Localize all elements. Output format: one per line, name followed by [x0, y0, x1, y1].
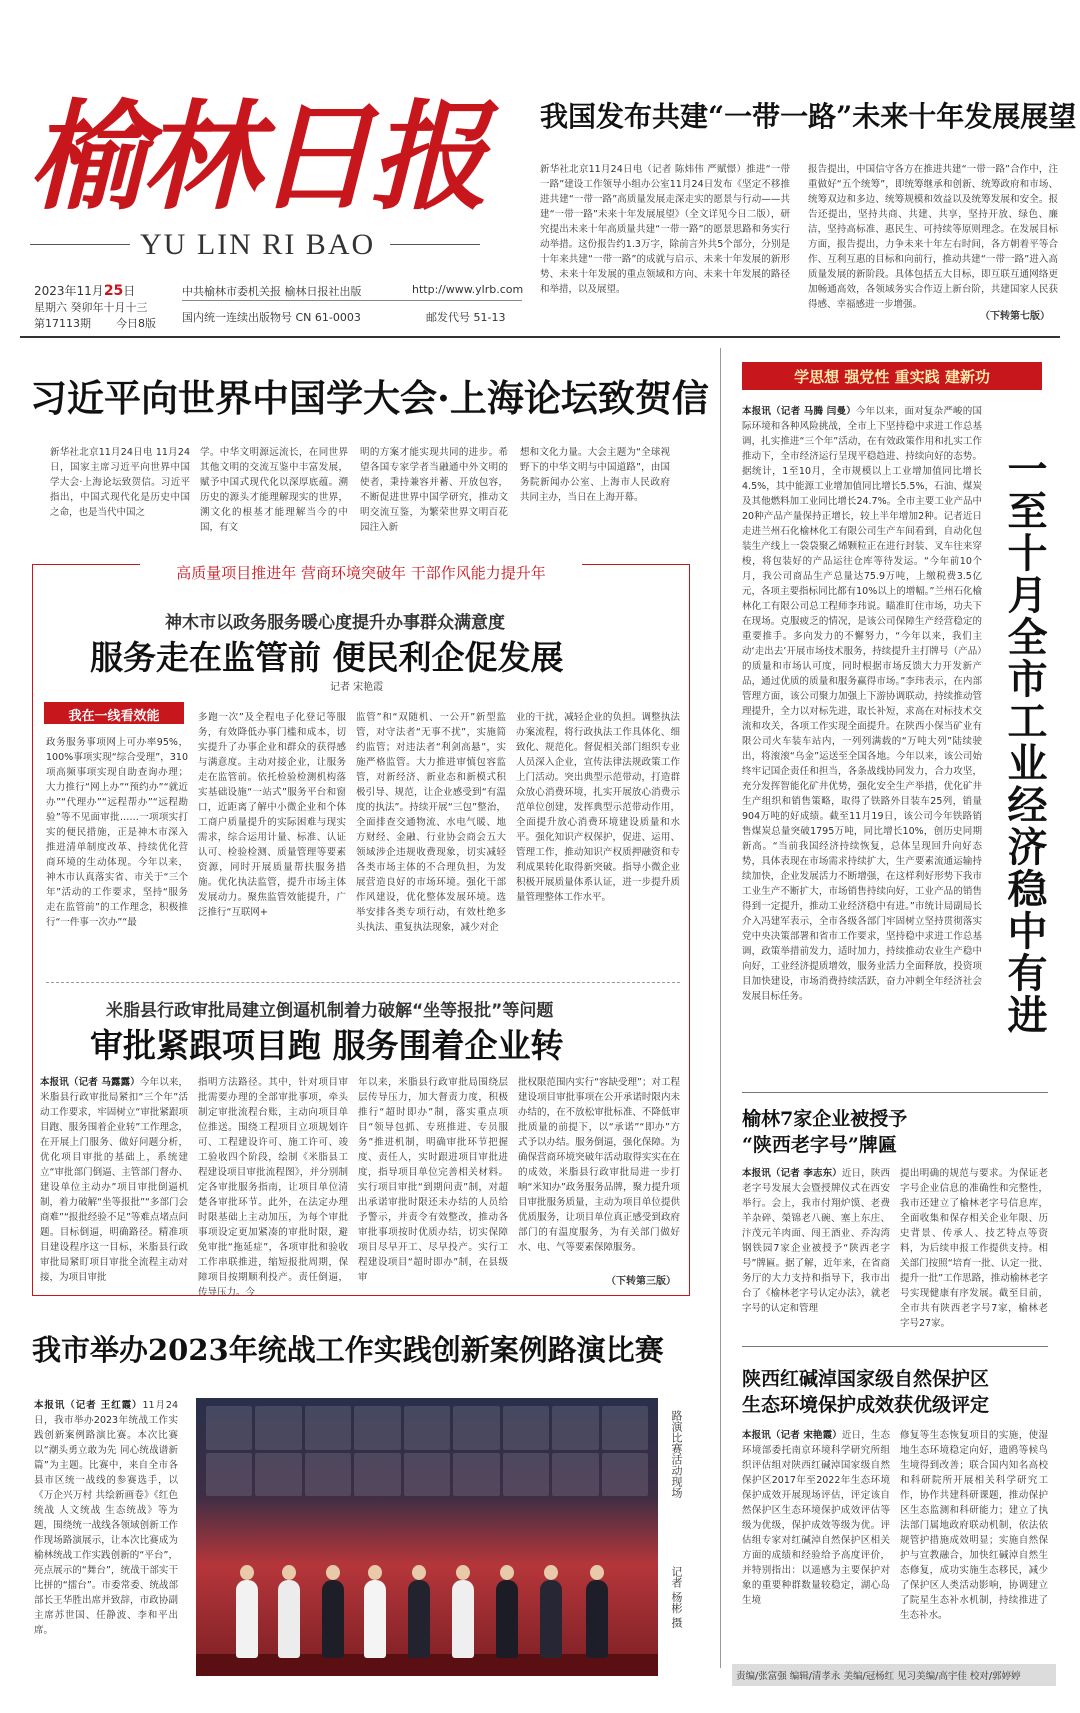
photo-head	[544, 1565, 558, 1580]
story1-byline: 记者 宋艳霞	[330, 682, 384, 693]
date-prefix: 2023年11月	[34, 284, 104, 298]
industry-story-text	[742, 404, 982, 1086]
top-story-continued: （下转第七版）	[980, 311, 1050, 322]
photo-head	[500, 1565, 514, 1580]
column-tag-text: 我在一线看效能	[68, 709, 160, 724]
bottom-story-byline: 本报讯（记者 王红霞）	[34, 1400, 143, 1411]
laozihao-col-2: 提出明确的规范与要求。为保证老字号企业信息的准确性和完整性，我市还建立了榆林老字号信息库，全面收集和保存相关企业年限、历史背景、传承人、技艺特点等资料，为后续申报工作提供支持。相关部门按照“培育一批、认定一批、提升一批”工作思路，推动榆林老字号实现健康有序发展。截至目前，全市共有陕西老字号7家，榆林老字号27家。	[900, 1168, 1048, 1329]
photo-credit: 记者 杨彬 摄	[670, 1566, 683, 1628]
slogan-text: 学思想 强党性 重实践 建新功	[794, 368, 990, 386]
story2-col-4: 批权限范围内实行“容缺受理”；对工程建设项目审批事项在公开承诺时限内未办结的，在不放松审批标准、不降低审批质量的前提下，以“承诺”“即办”方式予以办结。服务倒逼，强化保障。为确保营商环境突破年活动取得实实在在的成效，米脂县行政审批局进一步打响“米知办”政务服务品牌，聚力提升项目审批服务质量，主动为项目单位提供优质服务，让项目单位真正感受到政府部门的有温度服务，为有关部门做好水、电、气等要素保障服务。	[518, 1077, 680, 1253]
feature-divider	[46, 982, 680, 983]
lead-story-col-2: 学。中华文明源远流长，在同世界其他文明的交流互鉴中丰富发展，赋予中国式现代化以深厚底蕴。溯历史的源头才能理解现实的世界，溯文化的根基才能理解当今的中国，有文	[200, 447, 348, 533]
laozihao-headline-1: 榆林7家企业被授予	[742, 1108, 908, 1130]
post-code: 邮发代号 51-13	[426, 311, 506, 324]
photo-person	[322, 1580, 344, 1658]
photo-screen	[206, 1406, 648, 1496]
top-story-col-1: 新华社北京11月24日电（记者 陈炜伟 严赋憬）推进“一带一路”建设工作领导小组办公室11月24日发布《坚定不移推进共建“一带一路”高质量发展走深走实的愿景与行动——共建“一带一路”未来十年发展展望》（全文详见今日二版），研究提出未来十年高质量共建“一带一路”的愿景思路和务实行动举措。这份报告约1.3万字，除前言外共5个部分，分别是十年来共建“一带一路”的成就与启示、未来十年发展的新形势、未来十年发展的重点领域和方向、未来十年发展的路径和举措，以及展望。	[540, 164, 790, 295]
lead-story-col-4: 想和文化力量。大会主题为“全球视野下的中华文明与中国道路”，由国务院新闻办公室、上海市人民政府共同主办，当日在上海开幕。	[520, 447, 670, 503]
story1-headline: 服务走在监管前 便民利企促发展	[90, 638, 564, 677]
masthead-info-rule	[182, 300, 522, 301]
photo-person	[364, 1580, 386, 1658]
story2-col-2: 指明方法路径。其中，针对项目审批需要办理的全部审批事项，牵头制定审批流程台账，主动向项目单位推送。围绕工程项目立项规划许可、工程建设许可、施工许可、竣工验收四个阶段，绘制《米脂县工程建设项目审批流程图》，并分别制定各审批服务指南，让项目单位清楚各审批环节。此外，在法定办理时限基础上主动加压，为每个审批事项设定更加紧凑的审批时限，避免审批“拖延症”，各项审批和验收工作串联推进，缩短报批周期，保障项目按期顺利投产。责任倒逼，传导压力。今	[198, 1077, 348, 1298]
right-column-rule	[720, 348, 721, 1668]
editors-credit: 责编/张富强 编辑/清孝永 美编/冠杨红 见习美编/高宇佳 校对/郭婷婷	[736, 1671, 1021, 1682]
hongjiannao-byline: 本报讯（记者 宋艳霞）	[742, 1430, 842, 1441]
photo-person	[540, 1580, 562, 1658]
issue-number: 第17113期	[34, 317, 91, 330]
lead-story-col-3: 明的方案才能实现共同的进步。希望各国专家学者当融通中外文明的使者，秉持兼容并蓄、开放包容，不断促进世界中国学研究，推动文明交流互鉴，为繁荣世界文明百花园注入新	[360, 447, 508, 533]
photo-person	[278, 1580, 300, 1658]
story2-kicker: 米脂县行政审批局建立倒逼机制着力破解“坐等报批”等问题	[106, 1001, 554, 1021]
laozihao-headline-2: “陕西老字号”牌匾	[742, 1134, 897, 1156]
website: http://www.ylrb.com	[412, 283, 524, 296]
photo-head	[412, 1565, 426, 1580]
story2-col-1	[40, 1075, 188, 1285]
right-divider-2	[742, 1346, 1048, 1347]
laozihao-col-1-text: 近日，陕西老字号发展大会暨授牌仪式在西安举行。会上，我市付翔炉馍、老费羊杂碎、榮锦老八碗、塞上东庄、汴茂元羊肉面、闯王酒业、乔沟湾钢铁园7家企业被授予“陕西老字号”牌匾。据了解，近年来，在省商务厅的大力支持和指导下，我市出台了《榆林老字号认定办法》，就老字号的认定和管理	[742, 1168, 890, 1314]
photo-head	[282, 1565, 296, 1580]
top-story-headline: 我国发布共建“一带一路”未来十年发展展望	[540, 100, 1077, 133]
photo-head	[590, 1565, 604, 1580]
bottom-story-headline: 我市举办2023年统战工作实践创新案例路演比赛	[32, 1333, 664, 1367]
photo-person	[496, 1580, 518, 1658]
issue-date	[34, 282, 135, 299]
date-suffix: 日	[123, 284, 136, 298]
logo: 榆林日报	[28, 87, 485, 226]
hongjiannao-col-1	[742, 1428, 890, 1652]
photo-person	[408, 1580, 430, 1658]
page-count: 今日8版	[116, 317, 156, 330]
photo-person	[236, 1580, 258, 1658]
industry-vertical-headline: 一至十月全市工业经济稳中有进	[1001, 448, 1048, 1036]
industry-story-byline: 本报讯（记者 马腾 闫曼）	[742, 406, 856, 417]
masthead-bottom-rule	[20, 336, 1060, 338]
lead-story-headline: 习近平向世界中国学大会·上海论坛致贺信	[30, 376, 709, 420]
logo-pinyin-left-rule	[30, 244, 130, 245]
photo-caption: 路演比赛活动现场	[670, 1410, 683, 1498]
bottom-story-text	[34, 1398, 178, 1698]
story2-headline: 审批紧跟项目跑 服务围着企业转	[90, 1026, 564, 1065]
story2-byline: 本报讯（记者 马露露）	[40, 1077, 140, 1088]
story1-col-4: 业的干扰，减轻企业的负担。调整执法办案流程，将行政执法工作具体化、细致化、规范化。督促相关部门组织专业人员深入企业，宣传法律法规政策工作上门活动。突出典型示范带动，打造群众放心消费环境，扎实开展放心消费示范单位创建，发挥典型示范带动作用，全面提升放心消费环境建设质量和水平。强化知识产权保护，促进、运用、管理工作，推动知识产权质押融资和专利成果转化取得新突破。指导小微企业积极开展质量体系认证，进一步提升质量管理整体工作水平。	[516, 712, 680, 903]
date-day: 25	[103, 283, 124, 299]
photo-head	[326, 1565, 340, 1580]
hongjiannao-headline-2: 生态环境保护成效获优级评定	[742, 1394, 990, 1416]
photo-head	[368, 1565, 382, 1580]
weekday-lunar: 星期六 癸卯年十月十三	[34, 301, 148, 314]
hongjiannao-headline-1: 陕西红碱淖国家级自然保护区	[742, 1368, 990, 1390]
photo-head	[456, 1565, 470, 1580]
lead-story-col-1: 新华社北京11月24日电 11月24日，国家主席习近平向世界中国学大会·上海论坛致贺信。习近平指出，中国式现代化是历史中国之命，也是当代中国之	[50, 447, 190, 518]
story1-col-2: 多跑一次”及全程电子化登记等服务，有效降低办事门槛和成本，切实提升了办事企业和群众的获得感与满意度。主动对接企业，让服务走在监管前。依托检验检测机构落实基础设施“一站式”服务平台和窗口，近距离了解中小微企业和个体工商户质量提升的实际困难与现实需求，综合运用计量、标准、认证认可、检验检测、质量管理等要素资源，同时开展质量帮扶服务措施。优化执法监管，提升市场主体发展动力。聚焦监管效能提升，广泛推行“互联网+	[198, 712, 346, 918]
industry-story-body: 今年以来，面对复杂严峻的国际环境和各种风险挑战，全市上下坚持稳中求进工作总基调，扎实推进“三个年”活动，在有效政策作用和扎实工作推动下，全市经济运行呈现平稳趋进、持续向好的态势。据统计，1至10月，全市规模以上工业增加值同比增长4.5%，其中能源工业增加值同比增长5.5%，石油、煤炭及其他燃料加工业同比增长24.7%。全市主要工业产品中20种产品产量保持正增长，较上半年增加2种。记者近日走进兰州石化榆林化工有限公司生产车间看到，自动化包装生产线上一袋袋聚乙烯颗粒正在进行封装、叉车往来穿梭，将包装好的产品运往仓库等待发运。“今年前10个月，我公司商品生产总量达75.9万吨，上缴税费3.5亿元，各项主要指标同比都有10%以上的增幅。”兰州石化榆林化工有限公司总工程师李玮说。瞄准盯住市场，功夫下在现场。克服疲乏的情况，是该公司保障生产经营稳定的重要推手。多向发力的不懈努力，“今年以来，我们主动‘走出去’开展市场技术服务，持续提升主打牌号（产品）的质量和市场认可度，同时根据市场反馈大力开发新产品，通过优质的质量和服务赢得市场。”李玮表示，在内部管理方面，该公司聚力加强上下游协调联动，持续推动管理提升，全力以对标先进，取长补短，求高在对标技术交流和攻关，各项工作实现全面提升。在陕西小保当矿业有限公司火车装车站内，一列列满载的“万吨大列”陆续驶出，将滚滚“乌金”运送至全国各地。今年以来，该公司始终牢记国企责任和担当，各条战线协同发力，合力攻坚，充分发挥智能化矿井优势，强化安全生产举措，优化矿井生产组织和销售策略，取得了铁路外目装车25列，销量904万吨的好成绩。截至11月19日，该公司今年铁路销售煤炭总量突破1795万吨，同比增长10%，创历史同期新高。“当前我国经济持续恢复，总体呈现回升向好态势，具体表现在市场需求持续扩大，生产要素流通运输持续加快，企业发展活力不断增强，在这样利好形势下我市工业生产不断扩大，市场销售持续向好，工业产品的销售得到一定提升，推动工业经济稳中有进。”市统计局副局长介入冯建军表示，全市各级各部门牢固树立坚持贯彻落实党中央决策部署和省市工作要求，坚持稳中求进工作总基调，政策举措前发力，适时加力，持续推动农业生产稳中向好，工业经济提质增效，服务业活力全面释放，投资项目加快建设，市场消费持续活跃，奋力冲刺全年经济社会发展目标任务。	[742, 406, 982, 1002]
hongjiannao-col-1-text: 近日，生态环境部委托南京环境科学研究所组织评估组对陕西红碱淖国家级自然保护区2017年至2022年生态环境保护成效开展现场评估，评定该自然保护区生态环境保护成效评估等级为优级，保护成效等级为优。评估组专家对红碱淖自然保护区相关方面的成绩和经验给予高度评价，并特别指出：以遥感为主要保护对象的重要种群数量较稳定，湖心岛生境	[742, 1430, 890, 1606]
story1-col-1: 政务服务事项网上可办率95%，100%事项实现“综合受理”，310项高频事项实现自助查询办理；大力推行“网上办”“预约办”“就近办”“代理办”“远程帮办”“远程勘验”等不见面审批……一项项实打实的便民措施，正是神木市深入推进清单制度改革、持续优化营商环境的生动体现。今年以来，神木市认真落实省、市关于“三个年”活动的工作要求，坚持“服务走在监管前”的工作理念，积极推行“一件事一次办”“最	[46, 737, 188, 928]
laozihao-byline: 本报讯（记者 李志东）	[742, 1168, 842, 1179]
top-story-col-2: 报告提出，中国信守各方在推进共建“一带一路”合作中，注重做好“五个统筹”，即统筹继承和创新、统筹政府和市场、统筹双边和多边、统筹规模和效益以及统筹发展和安全。报告还提出，坚持共商、共建、共享，坚持开放、绿色、廉洁，坚持高标准、惠民生、可持续等原则理念。在发展目标方面，报告提出，力争未来十年左右时间，各方朝着平等合作、互利互惠的目标和向前行，推动共建“一带一路”进入高质量发展的新阶段。具体包括五大目标，即互联互通网络更加畅通高效，各领域务实合作迈上新台阶，共建国家人民获得感、幸福感进一步增强。	[808, 164, 1058, 310]
cn-number: 国内统一连续出版物号 CN 61-0003	[182, 311, 361, 324]
story1-col-3: 监管”和“双随机、一公开”新型监管，对守法者“无事不扰”，实施简约监管；对违法者“利剑高悬”，实施严格监管。大力推进审慎包容监管，对新经济、新业态和新模式积极引导、规范，让企业感受到“有温度的执法”。持续开展“三包”整治，全面排查交通物流、水电气暖、地方财经、金融、行业协会商会五大领域涉企违规收费现象，切实减轻各类市场主体的不合理负担，为发展营造良好的市场环境。强化干部作风建设，优化整体发展环境。选举安排各类专项行动，有效杜绝多头执法、重复执法现象，减少对企	[356, 712, 506, 933]
logo-pinyin: YU LIN RI BAO	[140, 228, 376, 261]
bottom-story-body: 11月24日，我市举办2023年统战工作实践创新案例路演比赛。本次比赛以“潮头勇立敢为先 同心统战谱新篇”为主题。比赛中，来自全市各县市区统一战线的参赛选手，以《万企兴万村 共绘新画卷》《红色统战 人文统战 生态统战》等为题，围绕统一战线各领域创新工作作现场路演展示，让本次比赛成为榆林统战工作实践创新的“平台”，亮点展示的“舞台”，统战干部实干比拼的“擂台”。市委常委、统战部部长王华胜出席并致辞，市政协副主席苏世国、任静波、李和平出席。	[34, 1400, 178, 1636]
logo-pinyin-right-rule	[390, 244, 480, 245]
story2-col-3: 年以来，米脂县行政审批局围绕层层传导压力，加大督责力度，积极推行“超时即办”制，落实重点项目“领导包抓、专班推进、专员服务”推进机制，明确审批环节把握度、责任人，实时跟进项目审批进度，指导项目单位完善相关材料。实行项目审批“到期问责”制，对超出承诺审批时限还未办结的人员给予警示，并责令有效整改，推动各审批事项按时优质办结，切实保障项目尽早开工、尽早投产。实行工程建设项目“超时即办”制，在县级审	[358, 1077, 508, 1283]
story2-continued: （下转第三版）	[606, 1276, 676, 1287]
story2-col-1-text: 今年以来，米脂县行政审批局紧扣“三个年”活动工作要求，牢固树立“审批紧跟项目跑、服务围着企业转”工作理念，在开展上门服务、做好问题分析，优化项目审批的基础上，系统建立“审批部门倒逼、主管部门督办、建设单位主动办”项目审批倒逼机制，着力破解“坐等报批”“多部门会商难”“报批经验不足”等难点堵点问题。目标倒逼，明确路径。精准项目建设程序这一目标，米脂县行政审批局紧盯项目审批全流程主动对接，为项目审批	[40, 1077, 188, 1283]
sponsor: 中共榆林市委机关报 榆林日报社出版	[182, 285, 362, 298]
event-photo	[196, 1398, 658, 1676]
laozihao-col-1	[742, 1166, 890, 1336]
photo-head	[240, 1565, 254, 1580]
feature-banner-text: 高质量项目推进年 营商环境突破年 干部作风能力提升年	[176, 564, 546, 582]
right-divider-1	[742, 1092, 1048, 1093]
photo-person	[586, 1580, 608, 1658]
hongjiannao-col-2: 修复等生态恢复项目的实施，使湿地生态环境稳定向好，遗鸥等候鸟生境得到改善；联合国内知名高校和科研院所开展相关科学研究工作，协作共建科研课题，推动保护区生态监测和科研能力；建立了执法部门属地政府联动机制，依法依规管护措施成效明显；实施自然保护与宣教融合，加快红碱淖自然生态修复，成功实施生态移民，减少了保护区人类活动影响，协调建立了院星生态补水机制，持续推进了生态补水。	[900, 1430, 1048, 1621]
photo-person	[452, 1580, 474, 1658]
story1-kicker: 神木市以政务服务暖心度提升办事群众满意度	[165, 613, 505, 633]
